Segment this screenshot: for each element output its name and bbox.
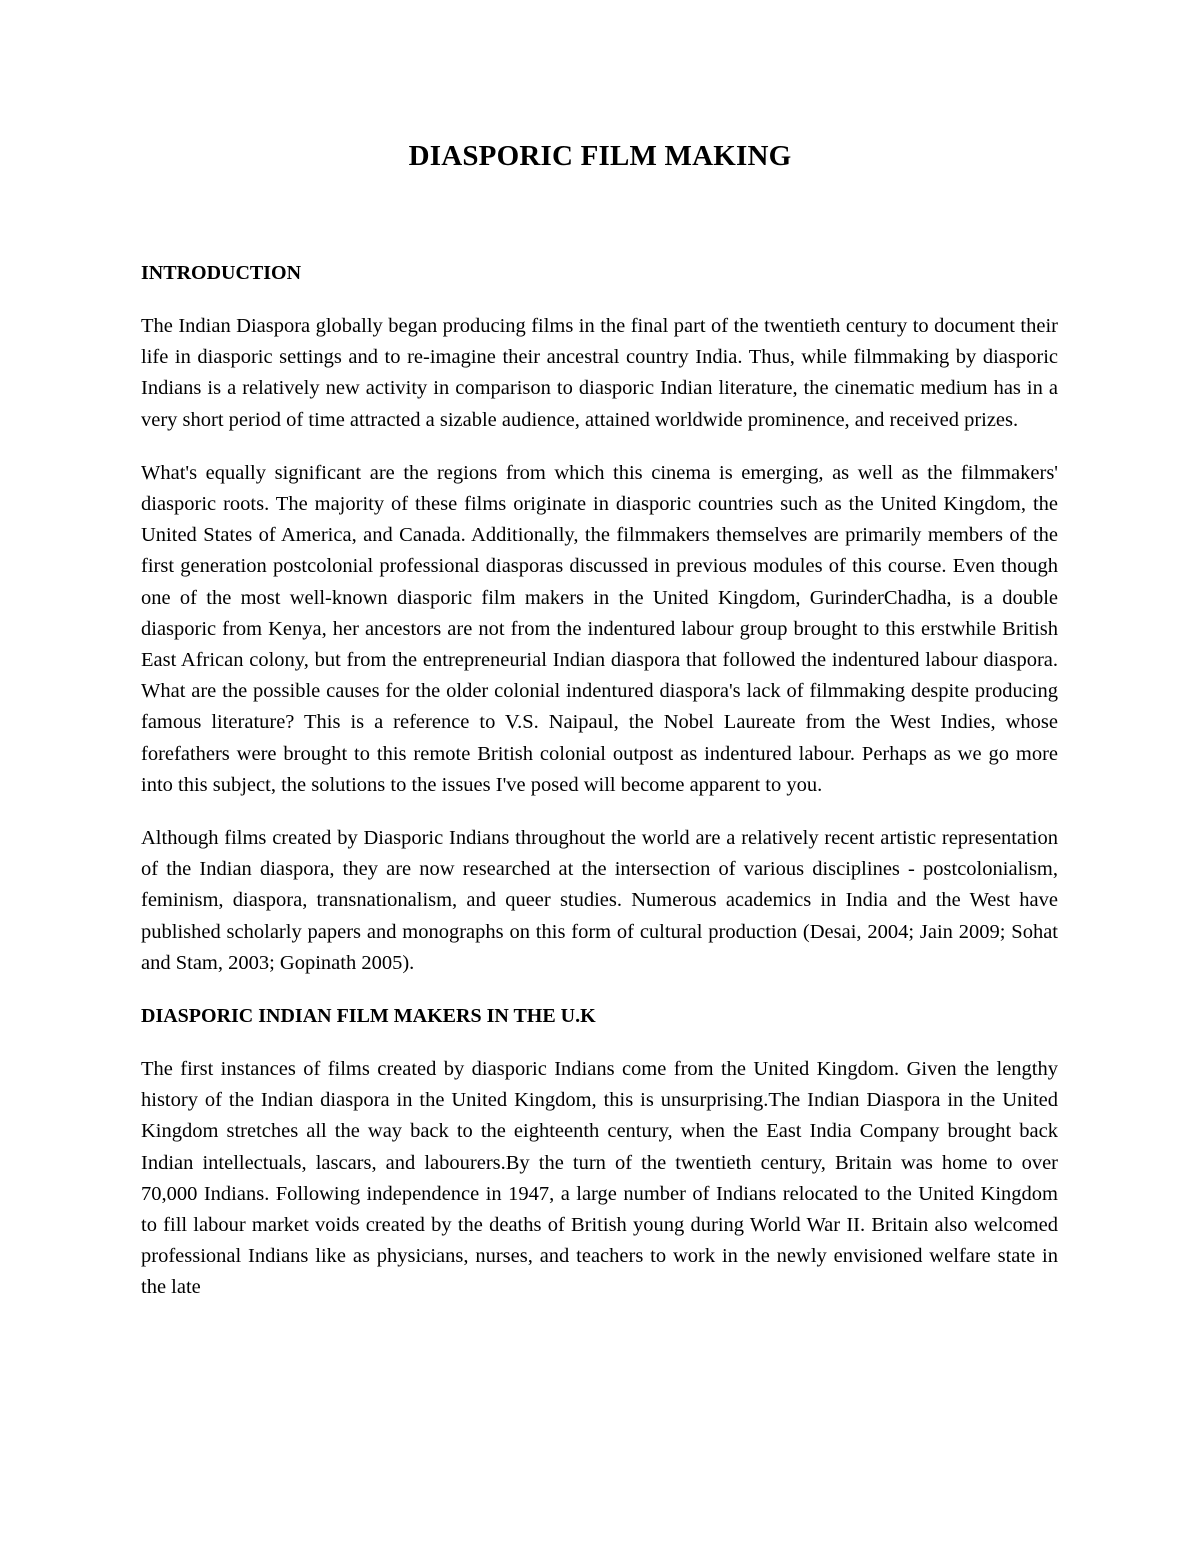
section-heading-uk-film-makers: DIASPORIC INDIAN FILM MAKERS IN THE U.K — [141, 1005, 596, 1028]
paragraph: Although films created by Diasporic Indians throughout the world are a relatively recent artistic representation of the Indian diaspora, they are now researched at the intersection of various disciplines - postcolonialism, feminism, diaspora, transnationalism, and queer studies. Numerous academics in India and the West have published scholarly papers and monographs on this form of cultural production (Desai, 2004; Jain 2009; Sohat and Stam, 2003; Gopinath 2005). — [141, 827, 1058, 974]
document-body — [141, 258, 1058, 1304]
paragraph: The Indian Diaspora globally began producing films in the final part of the twentieth century to document their life in diasporic settings and to re-imagine their ancestral country India. Thus, while filmmaking by diasporic Indians is a relatively new activity in comparison to diasporic Indian literature, the cinematic medium has in a very short period of time attracted a sizable audience, attained worldwide prominence, and received prizes. — [141, 315, 1058, 431]
section-heading-introduction: INTRODUCTION — [141, 262, 302, 284]
paragraph: What's equally significant are the regions from which this cinema is emerging, as well as the filmmakers' diasporic roots. The majority of these films originate in diasporic countries such as the United Kingdom, the United States of America, and Canada. Additionally, the filmmakers themselves are primarily members of the first generation postcolonial professional diasporas discussed in previous modules of this course. Even though one of the most well-known diasporic film makers in the United Kingdom, GurinderChadha, is a double diasporic from Kenya, her ancestors are not from the indentured labour group brought to this erstwhile British East African colony, but from the entrepreneurial Indian diaspora that followed the indentured labour diaspora. What are the possible causes for the older colonial indentured diaspora's lack of filmmaking despite producing famous literature? This is a reference to V.S. Naipaul, the Nobel Laureate from the West Indies, whose forefathers were brought to this remote British colonial outpost as indentured labour. Perhaps as we go more into this subject, the solutions to the issues I've posed will become apparent to you. — [141, 461, 1058, 796]
paragraph: The first instances of films created by diasporic Indians come from the United Kingdom. Given the lengthy history of the Indian diaspora in the United Kingdom, this is unsurprising.The Indian Diaspora in the United Kingdom stretches all the way back to the eighteenth century, when the East India Company brought back Indian intellectuals, lascars, and labourers.By the turn of the twentieth century, Britain was home to over 70,000 Indians. Following independence in 1947, a large number of Indians relocated to the United Kingdom to fill labour market voids created by the deaths of British young during World War II. Britain also welcomed professional Indians like as physicians, nurses, and teachers to work in the newly envisioned welfare state in the late — [141, 1058, 1058, 1299]
document-title: DIASPORIC FILM MAKING — [408, 140, 792, 172]
